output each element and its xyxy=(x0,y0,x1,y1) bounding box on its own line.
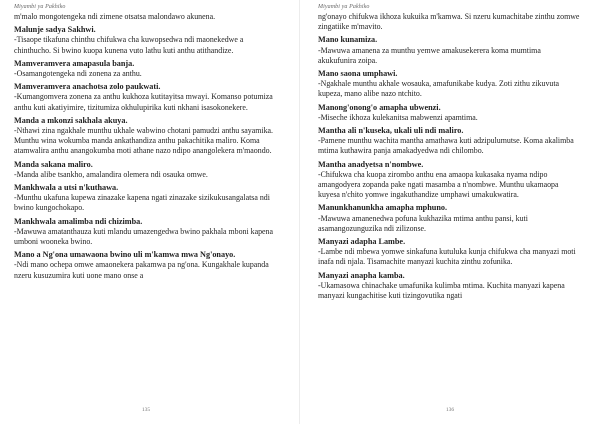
proverb-explanation: -Mawuwa amatanthauza kuti mlandu umazengedwa bwino pakhala mboni kapena umboni wooneka bwino. xyxy=(14,226,273,247)
proverb-explanation: -Ukamasowa chinachake umafunika kulimba mtima. Kuchita manyazi kapena manyazi kungachitise kuti tizingovutika ngati xyxy=(318,280,565,301)
proverb-explanation: -Nthawi zina ngakhale munthu ukhale wabwino chotani pamudzi anthu sayamika. Munthu wina wokumba manda ankathandiza anthu pakachitika maliro. Koma atamwalira anthu anangokumba moti athane nazo ndipo anangolekera m'maondo. xyxy=(14,126,274,156)
page-number: 135 xyxy=(141,407,151,413)
proverb-heading: Manong'onong'o amapha ubwenzi. xyxy=(318,102,441,112)
proverb-explanation: -Munthu ukafuna kupewa zinazake kapena ngati zinazake sizikukusangalatsa ndi bwino kungochokapo. xyxy=(14,193,270,213)
page-number: 136 xyxy=(445,407,455,413)
proverb-heading: Manyazi anapha kamba. xyxy=(318,270,405,280)
proverb-heading: Mano kunamiza. xyxy=(318,35,378,45)
proverb-heading: Mano a Ng'ona umawaona bwino uli m'kamwa mwa Ng'onayo. xyxy=(14,250,236,260)
proverb-explanation: -Tisaope tikafuna chinthu chifukwa cha kuwopsedwa ndi maonekedwe a chinthucho. Si bwino kuopa kunena vuto lathu kuti anthu atithandize. xyxy=(14,35,244,55)
proverb-explanation: -Lambe ndi mbewa yomwe sinkafuna kutuluka kunja chifukwa cha manyazi moti inafa ndi njala. Tisamachite manyazi kuchita zinthu zofunika. xyxy=(318,247,576,267)
proverb-explanation: ng'onayo chifukwa ikhoza kukuika m'kamwa. Si nzeru kumachitabe zinthu zomwe zingatiike m'mavito. xyxy=(318,12,580,32)
proverb-explanation: -Miseche ikhoza kulekanitsa mabwenzi apamtima. xyxy=(318,112,478,122)
proverb-explanation: -Osamangotengeka ndi zonena za anthu. xyxy=(14,69,142,79)
proverb-explanation: m'malo mongotengeka ndi zimene otsatsa malondawo akunena. xyxy=(14,12,216,21)
proverb-explanation: -Mawuwa amanenedwa pofuna kukhazika mtima anthu pansi, kuti asamangozunguzika ndi zilizonse. xyxy=(318,213,528,233)
proverb-explanation: -Kumangomvera zonena za anthu kukhoza kutitayitsa mwayi. Komanso potumiza anthu kuti akatiyimire, tizitumiza okhulupirika kuti nkhani isasokonekere. xyxy=(14,92,273,112)
proverb-explanation: -Mawuwa amanena za munthu yemwe amakusekerera koma mumtima akukufunira zoipa. xyxy=(318,45,541,65)
proverb-heading: Mankhwala a utsi n'kuthawa. xyxy=(14,183,119,193)
proverb-heading: Manyazi adapha Lambe. xyxy=(318,237,406,247)
proverb-heading: Mamveramvera amapasula banja. xyxy=(14,58,135,68)
proverb-heading: Mano saona umphawi. xyxy=(318,69,398,79)
proverb-heading: Manda a mkonzi sakhala akuya. xyxy=(14,115,128,125)
text-block xyxy=(14,12,276,281)
text-block xyxy=(318,12,580,301)
proverb-heading: Mantha ali n'kuseka, ukali uli ndi maliro. xyxy=(318,126,464,136)
proverb-heading: Manunkhanunkha amapha mphuno. xyxy=(318,203,448,213)
proverb-explanation: -Manda alibe tsankho, amalandira olemera ndi osauka omwe. xyxy=(14,169,208,179)
proverb-explanation: -Ndi mano ochepa omwe amaonekera pakamwa pa ng'ona. Kungakhale kupanda nzeru kusuzumira kuti uone mano onse a xyxy=(14,260,269,280)
proverb-explanation: -Pamene munthu wachita mantha amathawa kuti adzipulumutse. Koma akalimba mtima kuthawira panja amakadyedwa ndi chilombo. xyxy=(318,136,574,156)
proverb-explanation: -Ngakhale munthu akhale wosauka, amafunikabe kudya. Zoti zithu zikuvuta kupeza, mano alibe nazo ntchito. xyxy=(318,79,560,99)
proverb-explanation: -Chifukwa cha kuopa zirombo anthu ena amaopa kukasaka nyama ndipo amangodyera zopanda pake ngati masamba a n'nombwe. Munthu ukamaopa kuyesa n'chito yomwe ingakuthandize umphawi umakukwatira. xyxy=(318,169,559,200)
proverb-heading: Manda sakana maliro. xyxy=(14,159,93,169)
right-page xyxy=(300,0,600,424)
proverb-heading: Mamveramvera anachotsa zolo paukwati. xyxy=(14,82,161,92)
proverb-heading: Mantha anadyetsa n'nombwe. xyxy=(318,159,424,169)
running-head: Miyambi ya Pakhiko xyxy=(318,4,370,10)
proverb-heading: Malunje sadya Sakhwi. xyxy=(14,25,96,35)
proverb-heading: Mankhwala amalimba ndi chizimba. xyxy=(14,216,143,226)
running-head: Miyambi ya Pakhiko xyxy=(14,4,66,10)
